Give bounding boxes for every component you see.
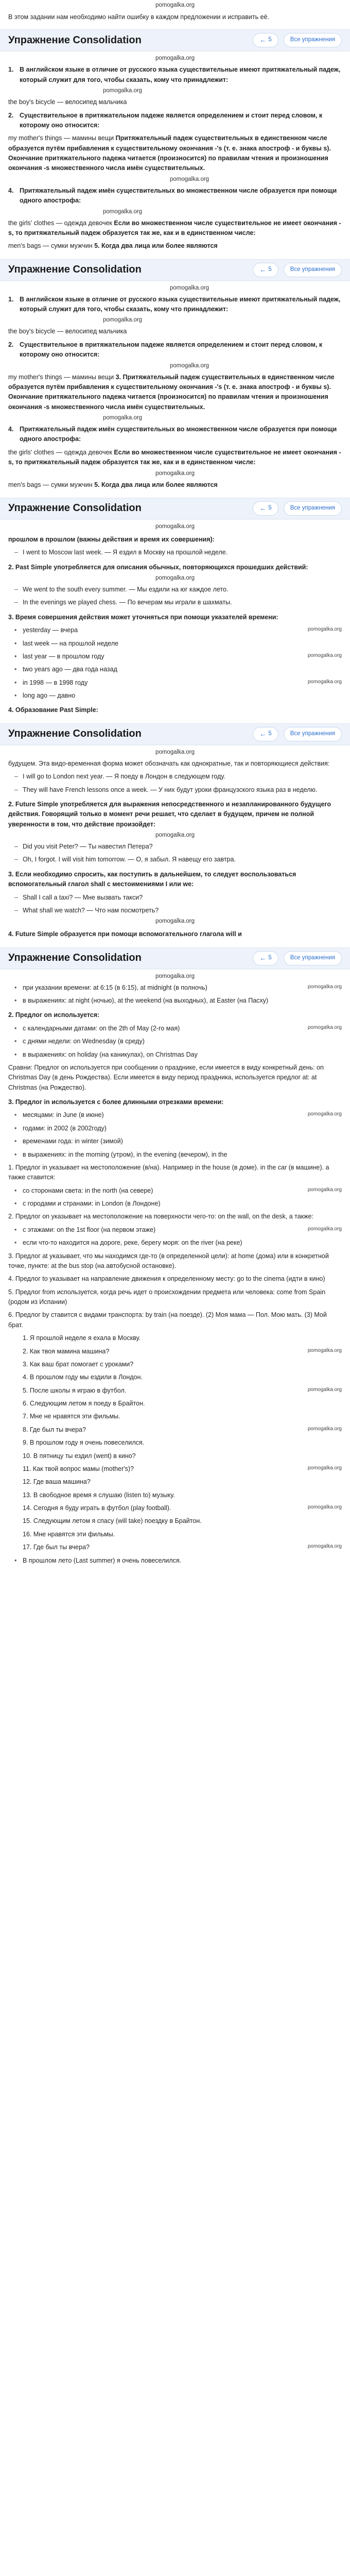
bullet: • xyxy=(14,1200,17,1207)
example-text: the girls' clothes — одежда девочек Если во множественном числе существительное не имеет окончания -s, то притяжательный падеж образуется так же, как и в единственном числе: xyxy=(8,219,341,236)
list-item-text: 14. Сегодня я буду играть в футбол (play football). xyxy=(23,1504,171,1512)
list-item xyxy=(0,1236,350,1249)
list-item-text: со сторонами света: in the north (на севере) xyxy=(23,1187,153,1194)
watermark: pomogalka.org xyxy=(155,470,195,477)
rule-item: 4. Притяжательный падеж имён существительных во множественном числе образуется при помощи одного апострофа: xyxy=(8,187,337,205)
watermark: pomogalka.org xyxy=(307,1386,342,1393)
watermark: pomogalka.org xyxy=(155,523,195,530)
list-item-text: long ago — давно xyxy=(23,692,76,699)
list-item-text: 12. Где ваша машина? xyxy=(23,1478,91,1486)
watermark: pomogalka.org xyxy=(170,176,209,182)
list-item-text: в выражениях: at night (ночью), at the weekend (на выходных), at Easter (на Пасху) xyxy=(23,997,269,1004)
watermark: pomogalka.org xyxy=(170,284,209,291)
intro-text: В этом задании нам необходимо найти ошибку в каждом предложении и исправить её. xyxy=(8,13,269,21)
rule-text: 2. Предлог on указывает на местоположение на поверхности чего-то: on the wall, on the desk, а также: xyxy=(8,1213,313,1221)
list-item-text: если что-то находится на дороге, реке, берегу моря: on the river (на реке) xyxy=(23,1239,242,1247)
rule-item: 2. Существительное в притяжательном падеже является определением и стоит перед словом, к которому оно относится: xyxy=(8,111,323,129)
list-item-text: 7. Мне не нравятся эти фильмы. xyxy=(23,1413,120,1420)
list-item xyxy=(0,1109,350,1122)
list-item xyxy=(0,1135,350,1148)
topic-header: Упражнение Consolidation ← 5 Все упражнения xyxy=(0,947,350,969)
place-in-list xyxy=(0,1184,350,1211)
rule-text: 1. Предлог in указывает на местоположение (в/на). Например in the house (в доме). in the car (в машине). а также ставится: xyxy=(8,1163,329,1181)
watermark: pomogalka.org xyxy=(155,749,195,755)
rule-text: 4. Предлог to указывает на направление движения к определенному месту: go to the cinema (идти в кино) xyxy=(8,1275,325,1283)
watermark: pomogalka.org xyxy=(307,1226,342,1232)
list-item xyxy=(0,1410,350,1423)
rule-item: 1. В английском языке в отличие от русского языка существительные имеют притяжательный падеж, который служит для того, чтобы сказать, кому что принадлежит: xyxy=(8,66,341,83)
bullet: • xyxy=(14,1226,17,1233)
bullet: • xyxy=(14,984,17,991)
list-item xyxy=(0,663,350,676)
list-item xyxy=(0,1358,350,1371)
list-item-text: 17. Где был ты вчера? xyxy=(23,1544,90,1551)
bullet: • xyxy=(14,1038,17,1045)
note-text: Сравни: Предлог on используется при сообщении о празднике, если имеется в виду конкретный день: on Christmas Day (в день Рождества). Если имеется в виду период праздника, используется предлог at: at Christmas (на Рождество). xyxy=(8,1063,324,1091)
list-item xyxy=(0,1224,350,1236)
watermark: pomogalka.org xyxy=(307,1024,342,1030)
list-item-text: в выражениях: in the morning (утром), in the evening (вечером), in the xyxy=(23,1150,227,1158)
list-item xyxy=(0,1436,350,1449)
list-item xyxy=(0,1035,350,1048)
next-exercise-button[interactable]: ← 5 xyxy=(253,263,278,277)
list-item: – I will go to London next year. — Я поеду в Лондон в следующем году. xyxy=(14,773,225,781)
bullet: • xyxy=(14,679,17,686)
list-item xyxy=(0,981,350,994)
section-lead: будущем. Эта видо-временная форма может обозначать как однократные, так и повторяющиеся действия: xyxy=(8,759,330,767)
all-exercises-button[interactable]: Все упражнения xyxy=(284,501,342,516)
section-lead: прошлом в прошлом (важны действия и время их совершения): xyxy=(8,535,215,543)
list-item xyxy=(0,1463,350,1476)
list-item xyxy=(0,1048,350,1061)
example-text: my mother's things — мамины вещи Притяжательный падеж существительных в единственном числе образуется путём прибавления к существительному окончания -'s (т. е. знака апостроф - и буквы s). Окончание притяжательного падежа читается (произносится) по правилам чтения и произношения окончания -s множественного числа имён существительных. xyxy=(8,134,331,172)
list-item-text: 16. Мне нравятся эти фильмы. xyxy=(23,1530,115,1538)
topic-header xyxy=(0,29,350,51)
list-item-text: 9. В прошлом году я очень повеселился. xyxy=(23,1439,145,1447)
arrow-left-icon: ← xyxy=(259,36,267,44)
list-item xyxy=(0,1502,350,1515)
list-item xyxy=(0,676,350,689)
list-item xyxy=(0,689,350,702)
watermark: pomogalka.org xyxy=(155,55,195,62)
list-item xyxy=(0,1197,350,1210)
list-item: • В прошлом лето (Last summer) я очень повеселился. xyxy=(14,1556,182,1564)
watermark: pomogalka.org xyxy=(307,1187,342,1193)
prep-in-list xyxy=(0,1109,350,1161)
list-item: – Did you visit Peter? — Ты навестил Петера? xyxy=(14,843,153,850)
next-exercise-button[interactable]: ← 5 xyxy=(253,33,278,47)
list-item-text: при указании времени: at 6:15 (в 6:15), at midnight (в полночь) xyxy=(23,984,207,991)
time-markers-list xyxy=(0,624,350,702)
section-heading: 2. Предлог on используется: xyxy=(8,1011,100,1019)
rule-item: 2. Существительное в притяжательном падеже является определением и стоит перед словом, к которому оно относится: xyxy=(8,341,323,359)
bullet: • xyxy=(14,626,17,634)
list-item xyxy=(0,1371,350,1384)
topic-header: Упражнение Consolidation ← 5 Все упражнения xyxy=(0,259,350,281)
prep-on-list xyxy=(0,1022,350,1061)
watermark: pomogalka.org xyxy=(103,317,143,324)
list-item-text: 2. Как твоя мамина машина? xyxy=(23,1347,110,1355)
section-heading: 3. Предлог in используется с более длинными отрезками времени: xyxy=(8,1098,224,1106)
prep-at-list xyxy=(0,981,350,1008)
list-item xyxy=(0,1384,350,1397)
list-item: – They will have French lessons once a week. — У них будут уроки французского языка раз в неделю. xyxy=(14,786,318,793)
bullet: • xyxy=(14,652,17,660)
list-item xyxy=(0,1423,350,1436)
rule-text: 5. Предлог from используется, когда речь идет о происхождении предмета или человека: come from Spain (родом из Испании) xyxy=(8,1288,326,1306)
arrow-left-icon: ← xyxy=(259,504,267,512)
section-heading: 3. Если необходимо спросить, как поступить в дальнейшем, то следует воспользоваться вспомогательный глагол shall с местоимениями I или we: xyxy=(8,870,296,888)
site-logo: pomogalka.org xyxy=(155,2,195,8)
watermark: pomogalka.org xyxy=(155,575,195,581)
arrow-left-icon: ← xyxy=(259,954,267,962)
bullet: • xyxy=(14,997,17,1004)
list-item-text: 10. В пятницу ты ездил (went) в кино? xyxy=(23,1452,136,1460)
section-heading: 2. Past Simple употребляется для описания обычных, повторяющихся прошедших действий: xyxy=(8,563,308,571)
watermark: pomogalka.org xyxy=(307,1426,342,1432)
watermark: pomogalka.org xyxy=(103,208,143,215)
list-item: – I went to Moscow last week. — Я ездил в Москву на прошлой неделе. xyxy=(14,549,228,556)
list-item-text: last week — на прошлой неделе xyxy=(23,639,119,647)
list-item xyxy=(0,1345,350,1358)
all-exercises-button[interactable]: Все упражнения xyxy=(284,727,342,741)
bullet: • xyxy=(14,1050,17,1058)
next-exercise-button[interactable]: ← 5 xyxy=(253,501,278,516)
list-item-text: two years ago — два года назад xyxy=(23,666,117,673)
list-item-text: last year — в прошлом году xyxy=(23,652,104,660)
watermark: pomogalka.org xyxy=(170,362,209,369)
list-item xyxy=(0,1022,350,1035)
list-item xyxy=(0,1489,350,1502)
watermark: pomogalka.org xyxy=(307,679,342,685)
bullet: • xyxy=(14,1138,17,1145)
watermark: pomogalka.org xyxy=(307,1347,342,1353)
list-item: – What shall we watch? — Что нам посмотреть? xyxy=(14,906,159,914)
watermark: pomogalka.org xyxy=(307,1544,342,1550)
bullet: • xyxy=(14,1187,17,1194)
all-exercises-button[interactable]: Все упражнения xyxy=(284,263,342,277)
list-item xyxy=(0,1332,350,1345)
list-item-text: 15. Следующим летом я спасу (will take) поездку в Брайтон. xyxy=(23,1517,202,1525)
bullet: • xyxy=(14,1111,17,1119)
list-item-text: временами года: in winter (зимой) xyxy=(23,1138,123,1145)
watermark: pomogalka.org xyxy=(103,88,143,94)
section-heading: 4. Образование Past Simple: xyxy=(8,706,98,714)
list-item-text: с городами и странами: in London (в Лондоне) xyxy=(23,1200,161,1207)
bullet: • xyxy=(14,1024,17,1032)
topic-header: Упражнение Consolidation ← 5 Все упражнения xyxy=(0,498,350,519)
bullet: • xyxy=(14,666,17,673)
arrow-left-icon: ← xyxy=(259,265,267,274)
list-item-text: 8. Где был ты вчера? xyxy=(23,1426,86,1433)
list-item xyxy=(0,1148,350,1161)
list-item-text: in 1998 — в 1998 году xyxy=(23,679,88,686)
next-exercise-button[interactable]: ← 5 xyxy=(253,727,278,741)
list-item-text: 11. Как твой вопрос мамы (mother's)? xyxy=(23,1465,134,1472)
list-item xyxy=(0,1541,350,1554)
list-item: – In the evenings we played chess. — По вечерам мы играли в шахматы. xyxy=(14,599,232,606)
list-item xyxy=(0,624,350,637)
section-heading: 4. Future Simple образуется при помощи вспомогательного глагола will и xyxy=(8,930,242,938)
rule-text: 3. Предлог at указывает, что мы находимся где-то (в определенной цели): at home (дома) или в конкретной точке, пункте: at the bus stop (на автобусной остановке). xyxy=(8,1252,329,1269)
example-text: the boy's bicycle — велосипед мальчика xyxy=(8,98,127,106)
list-item-text: с календарными датами: on the 2th of May (2-го мая) xyxy=(23,1024,180,1032)
arrow-left-icon: ← xyxy=(259,730,267,738)
watermark: pomogalka.org xyxy=(307,626,342,633)
bullet: • xyxy=(14,1150,17,1158)
next-exercise-button[interactable]: ← 5 xyxy=(253,951,278,965)
example-text: men's bags — сумки мужчин 5. Когда два лица или более являются xyxy=(8,481,218,488)
rule-text: 6. Предлог by ставится с видами транспорта: by train (на поезде). (2) Моя мама — Пол. Мою мать. (3) Мой брат. xyxy=(8,1311,327,1329)
list-item-text: с этажами: on the 1st floor (на первом этаже) xyxy=(23,1226,156,1233)
list-item: – Shall I call a taxi? — Мне вызвать такси? xyxy=(14,893,143,901)
list-item-text: 13. В свободное время я слушаю (listen to) музыку. xyxy=(23,1491,175,1499)
all-exercises-button[interactable]: Все упражнения xyxy=(284,951,342,965)
all-exercises-button[interactable]: Все упражнения xyxy=(284,33,342,47)
list-item: – Oh, I forgot. I will visit him tomorrow. — О, я забыл. Я навещу его завтра. xyxy=(14,856,236,863)
watermark: pomogalka.org xyxy=(103,415,143,421)
list-item-text: 1. Я прошлой неделе я ехала в Москву. xyxy=(23,1334,141,1342)
rule-item: 4. Притяжательный падеж имён существительных во множественном числе образуется при помощи одного апострофа: xyxy=(8,426,337,443)
section-heading: 3. Время совершения действия может уточняться при помощи указателей времени: xyxy=(8,613,278,621)
example-text: men's bags — сумки мужчин 5. Когда два лица или более являются xyxy=(8,242,218,250)
list-item-text: годами: in 2002 (в 2002году) xyxy=(23,1124,107,1132)
list-item xyxy=(0,1528,350,1541)
list-item xyxy=(0,637,350,650)
bullet: • xyxy=(14,1239,17,1247)
watermark: pomogalka.org xyxy=(155,973,195,979)
watermark: pomogalka.org xyxy=(307,652,342,658)
topic-header: Упражнение Consolidation ← 5 Все упражнения xyxy=(0,723,350,745)
watermark: pomogalka.org xyxy=(307,1111,342,1117)
list-item xyxy=(0,1476,350,1488)
place-on-list xyxy=(0,1224,350,1250)
list-item-text: 6. Следующим летом я поеду в Брайтон. xyxy=(23,1400,145,1407)
rule-item: 1. В английском языке в отличие от русского языка существительные имеют притяжательный падеж, который служит для того, чтобы сказать, кому что принадлежит: xyxy=(8,295,341,313)
watermark: pomogalka.org xyxy=(307,1465,342,1471)
example-text: the girls' clothes — одежда девочек Если во множественном числе существительное не имеет окончания -s, то притяжательный падеж образуется так же, как и в единственном числе: xyxy=(8,448,341,466)
bullet: • xyxy=(14,1124,17,1132)
watermark: pomogalka.org xyxy=(307,1504,342,1510)
watermark: pomogalka.org xyxy=(307,984,342,990)
bullet: • xyxy=(14,639,17,647)
list-item xyxy=(0,1397,350,1410)
list-item xyxy=(0,1122,350,1135)
bullet: • xyxy=(14,692,17,699)
watermark: pomogalka.org xyxy=(155,918,195,925)
section-heading: 2. Future Simple употребляется для выражения непосредственного и незапланированного будущего действия. Говорящий только в момент речи решает, что сделает в будущем, причем не полной уверенности в том, что действие произойдет: xyxy=(8,800,331,828)
example-text: the boy's bicycle — велосипед мальчика xyxy=(8,328,127,335)
list-item xyxy=(0,1450,350,1463)
list-item-text: в выражениях: on holiday (на каникулах), on Christmas Day xyxy=(23,1050,198,1058)
list-item-text: с днями недели: on Wednesday (в среду) xyxy=(23,1038,145,1045)
list-item xyxy=(0,650,350,663)
watermark: pomogalka.org xyxy=(155,832,195,838)
list-item: – We went to the south every summer. — Мы ездили на юг каждое лето. xyxy=(14,586,229,593)
answers-list xyxy=(0,1332,350,1554)
list-item xyxy=(0,1184,350,1197)
example-text: my mother's things — мамины вещи 3. Притяжательный падеж существительных в единственном числе образуется путём прибавления к существительному окончания -'s (т. е. знака апостроф - и буквы s). Окончание притяжательного падежа читается (произносится) по правилам чтения и произношения окончания -s множественного числа имён существительных. xyxy=(8,373,335,411)
list-item xyxy=(0,1515,350,1528)
list-item-text: месяцами: in June (в июне) xyxy=(23,1111,104,1119)
topic-title: Упражнение Consolidation xyxy=(8,34,142,46)
list-item-text: 3. Как ваш брат помогает с уроками? xyxy=(23,1360,134,1368)
list-item-text: yesterday — вчера xyxy=(23,626,78,634)
list-item-text: 4. В прошлом году мы ездили в Лондон. xyxy=(23,1374,143,1381)
list-item-text: 5. После школы я играю в футбол. xyxy=(23,1386,127,1394)
list-item xyxy=(0,994,350,1007)
